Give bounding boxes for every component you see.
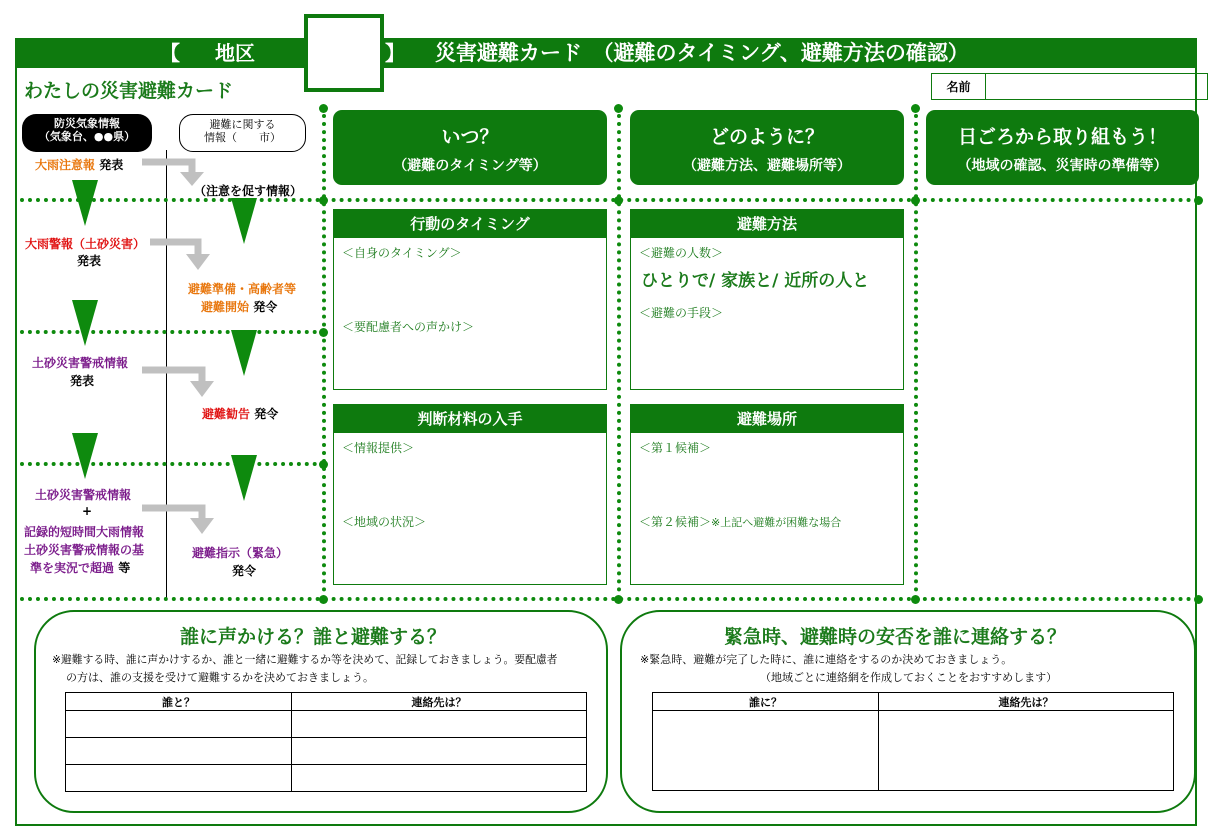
panel-right-title: 緊急時、避難時の安否を誰に連絡する？ bbox=[724, 626, 1067, 648]
stage2-alert: 大雨警報（土砂災害） bbox=[25, 237, 146, 251]
companion-who-cell[interactable] bbox=[66, 765, 292, 792]
method-label-means: ＜避難の手段＞ bbox=[639, 306, 724, 320]
card-label: わたしの災害避難カード bbox=[24, 80, 234, 102]
dotted-line-3 bbox=[20, 462, 325, 466]
column-when-subtitle: （避難のタイミング等） bbox=[393, 158, 547, 174]
down-arrow-weather-3 bbox=[72, 433, 98, 479]
evacuation-info-pill bbox=[179, 114, 306, 152]
panel-right-note bbox=[640, 651, 1057, 687]
panel-left-note bbox=[52, 651, 597, 687]
panel-right-note-line2: （地域ごとに連絡網を作成しておくことをおすすめします） bbox=[760, 671, 1058, 684]
safety-contact-cell[interactable] bbox=[879, 711, 1174, 791]
down-arrow-evac-1 bbox=[231, 198, 257, 244]
place-label-second: ＜第２候補＞※上記へ避難が困難な場合 bbox=[639, 515, 842, 529]
page-title: 災害避難カード （避難のタイミング、避難方法の確認） bbox=[435, 41, 969, 65]
grid-dot bbox=[911, 196, 920, 205]
stage3-arrow bbox=[140, 365, 230, 401]
info-box[interactable] bbox=[333, 404, 607, 585]
stage1-alert: 大雨注意報 発表 bbox=[35, 158, 124, 172]
grid-dot bbox=[319, 104, 328, 113]
panel-left-title: 誰に声かける？誰と避難する？ bbox=[180, 626, 447, 648]
companion-contact-cell[interactable] bbox=[292, 738, 587, 765]
stage4-line4: 準を実況で超過 等 bbox=[30, 561, 131, 575]
table-row bbox=[66, 711, 587, 738]
method-box-title: 避難方法 bbox=[631, 210, 903, 238]
stage3-alert: 土砂災害警戒情報 bbox=[32, 356, 129, 370]
grid-dot bbox=[1194, 595, 1203, 604]
name-input[interactable] bbox=[986, 74, 1207, 99]
info-box-title: 判断材料の入手 bbox=[334, 405, 606, 433]
stage3-evac: 避難勧告 発令 bbox=[202, 407, 279, 421]
name-label: 名前 bbox=[932, 74, 986, 99]
panel-right-note-line1: ※緊急時、避難が完了した時に、誰に連絡をするのか決めておきましょう。 bbox=[640, 653, 1013, 666]
companion-who-cell[interactable] bbox=[66, 738, 292, 765]
stage4-plus: + bbox=[82, 504, 93, 518]
safety-col-contact: 連絡先は？ bbox=[879, 693, 1174, 711]
stage4-evac: 避難指示（緊急） bbox=[192, 546, 289, 560]
place-box[interactable] bbox=[630, 404, 904, 585]
header-bracket-right: 】 bbox=[385, 41, 405, 65]
header-bracket-left: 【 bbox=[160, 41, 180, 65]
timing-box[interactable] bbox=[333, 209, 607, 390]
place-label-first: ＜第１候補＞ bbox=[639, 441, 712, 455]
info-label-provided: ＜情報提供＞ bbox=[342, 441, 415, 455]
companion-contact-cell[interactable] bbox=[292, 765, 587, 792]
safety-contact-table bbox=[652, 692, 1174, 791]
panel-left-note-line1: ※避難する時、誰に声かけするか、誰と一緒に避難するか等を決めて、記録しておきましょう。要配慮者 bbox=[52, 653, 558, 666]
grid-dot bbox=[1194, 196, 1203, 205]
column-how-subtitle: （避難方法、避難場所等） bbox=[683, 158, 851, 174]
grid-dot bbox=[614, 196, 623, 205]
evacuation-info-line2: 情報（ 市） bbox=[204, 131, 281, 144]
table-row bbox=[66, 738, 587, 765]
down-arrow-evac-2 bbox=[231, 330, 257, 376]
method-box[interactable] bbox=[630, 209, 904, 390]
stage2-issue: 発表 bbox=[77, 254, 102, 268]
safety-who-cell[interactable] bbox=[653, 711, 879, 791]
grid-dot bbox=[911, 595, 920, 604]
grid-dot bbox=[614, 595, 623, 604]
column-header-how bbox=[630, 110, 904, 185]
safety-col-who: 誰に？ bbox=[653, 693, 879, 711]
panel-left-note-line2: の方は、誰の支援を受けて避難するかを決めておきましょう。 bbox=[66, 671, 374, 684]
dotted-line-1 bbox=[20, 198, 1200, 202]
companion-col-who: 誰と？ bbox=[66, 693, 292, 711]
grid-dot bbox=[614, 104, 623, 113]
timing-box-title: 行動のタイミング bbox=[334, 210, 606, 238]
stage2-evac-line2: 避難開始 発令 bbox=[201, 300, 278, 314]
companion-who-cell[interactable] bbox=[66, 711, 292, 738]
name-field[interactable] bbox=[931, 73, 1208, 100]
column-how-title: どのように？ bbox=[709, 126, 824, 148]
weather-info-pill bbox=[22, 114, 152, 152]
stage4-evac-issue: 発令 bbox=[232, 564, 257, 578]
companion-col-contact: 連絡先は？ bbox=[292, 693, 587, 711]
stage4-arrow bbox=[140, 502, 230, 538]
grid-dot bbox=[319, 595, 328, 604]
stage2-evac-line1: 避難準備・高齢者等 bbox=[188, 282, 297, 296]
dotted-divider-1 bbox=[322, 106, 326, 600]
column-daily-subtitle: （地域の確認、災害時の準備等） bbox=[957, 158, 1168, 174]
grid-dot bbox=[911, 104, 920, 113]
weather-info-line2: （気象台、●●県） bbox=[38, 130, 136, 143]
companion-table bbox=[65, 692, 587, 792]
stage4-line3: 土砂災害警戒情報の基 bbox=[24, 543, 145, 557]
header-district-label: 地区 bbox=[215, 41, 255, 65]
column-daily-title: 日ごろから取り組もう！ bbox=[957, 126, 1167, 148]
weather-info-line1: 防災気象情報 bbox=[54, 117, 120, 130]
stage2-arrow bbox=[148, 236, 228, 274]
companion-contact-cell[interactable] bbox=[292, 711, 587, 738]
stage4-alert: 土砂災害警戒情報 bbox=[35, 488, 132, 502]
timing-label-self: ＜自身のタイミング＞ bbox=[342, 246, 462, 260]
column-when-title: いつ？ bbox=[441, 126, 499, 148]
grid-dot bbox=[319, 196, 328, 205]
down-arrow-weather-2 bbox=[72, 300, 98, 346]
evacuation-info-line1: 避難に関する bbox=[209, 118, 276, 131]
dotted-line-2 bbox=[20, 330, 325, 334]
down-arrow-weather-1 bbox=[72, 180, 98, 226]
method-people-options: ひとりで/ 家族と/ 近所の人と bbox=[641, 271, 870, 291]
grid-dot bbox=[319, 460, 328, 469]
stage3-issue: 発表 bbox=[70, 374, 95, 388]
dotted-divider-3 bbox=[914, 106, 918, 600]
grid-dot bbox=[319, 328, 328, 337]
method-label-people: ＜避難の人数＞ bbox=[639, 246, 724, 260]
stage1-arrow bbox=[140, 154, 220, 188]
stage4-line2: 記録的短時間大雨情報 bbox=[24, 525, 145, 539]
column-header-daily bbox=[926, 110, 1199, 185]
table-row bbox=[653, 711, 1174, 791]
dotted-divider-2 bbox=[617, 106, 621, 600]
place-box-title: 避難場所 bbox=[631, 405, 903, 433]
table-row bbox=[66, 765, 587, 792]
stage1-note: （注意を促す情報） bbox=[194, 184, 303, 198]
district-name-field[interactable] bbox=[304, 14, 384, 92]
timing-label-caregiver: ＜要配慮者への声かけ＞ bbox=[342, 320, 475, 334]
column-header-when bbox=[333, 110, 607, 185]
info-label-local: ＜地域の状況＞ bbox=[342, 515, 427, 529]
dotted-line-4 bbox=[20, 597, 1200, 601]
